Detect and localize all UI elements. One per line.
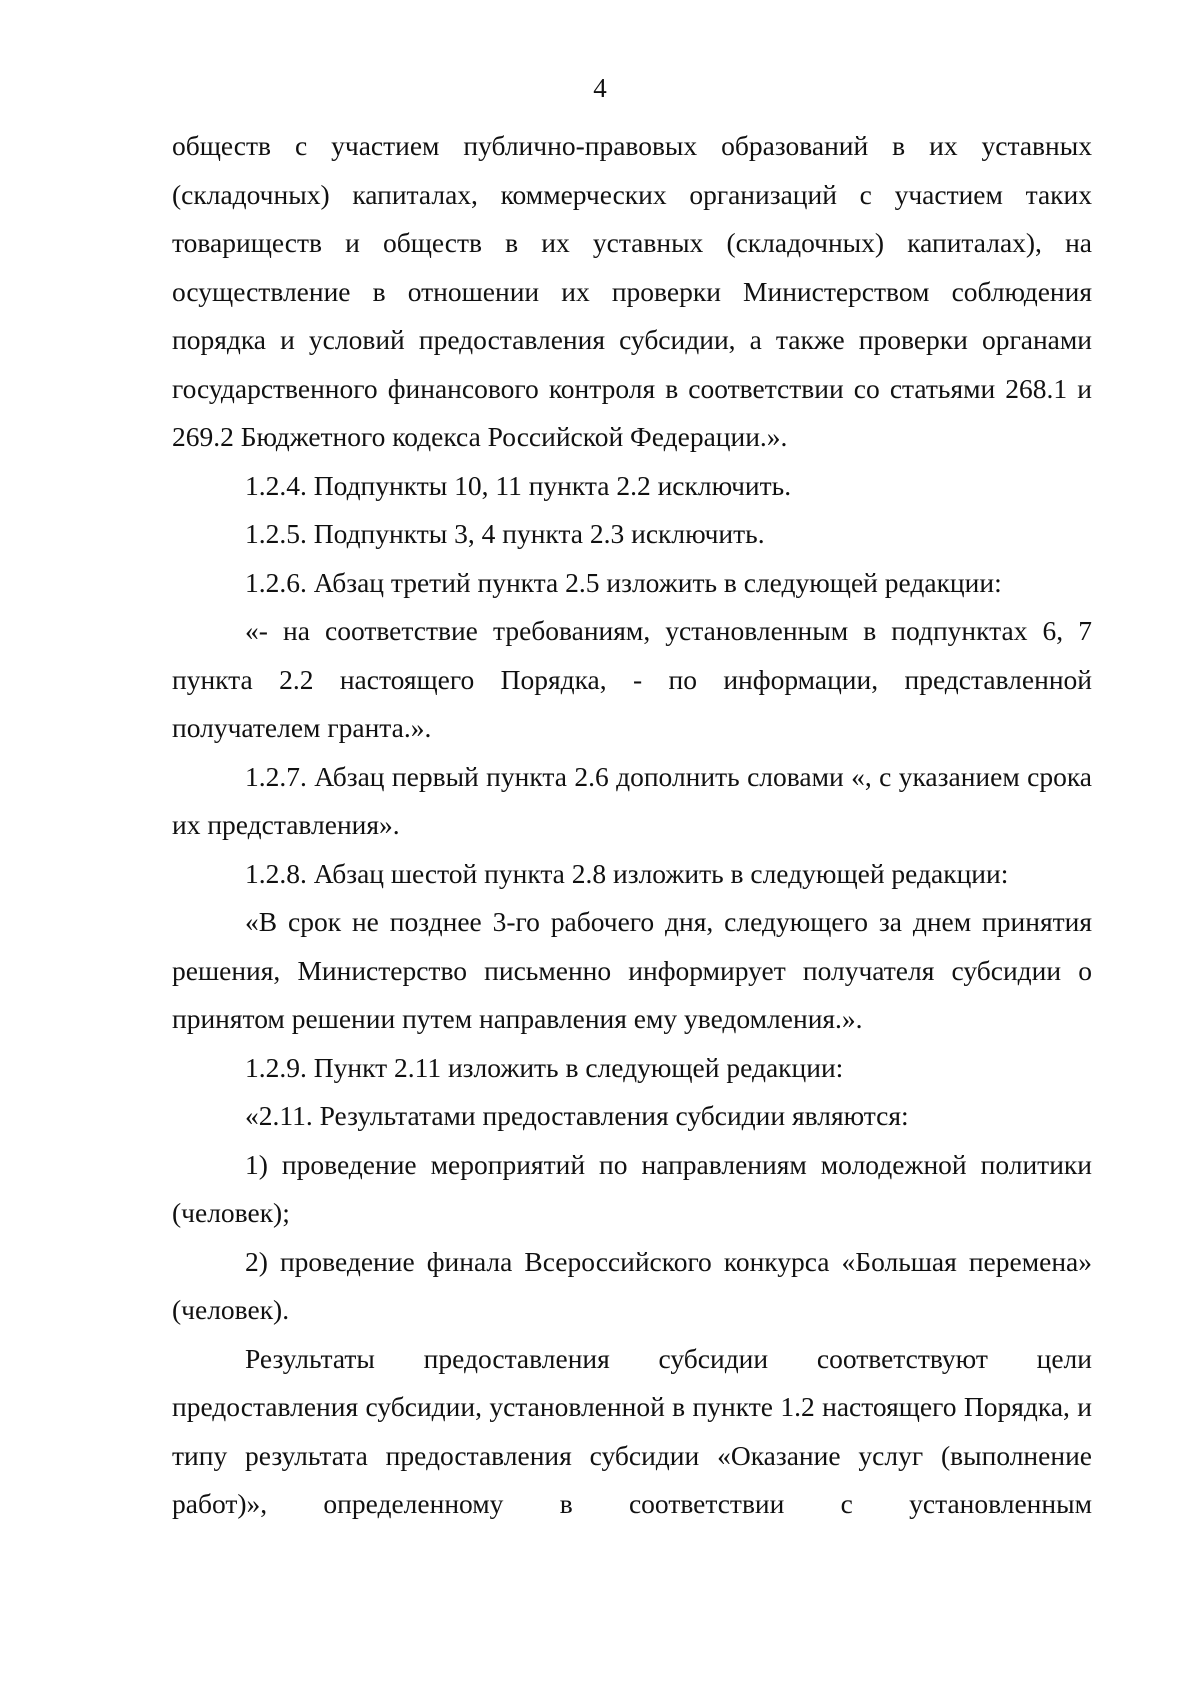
paragraph-1-2-7: 1.2.7. Абзац первый пункта 2.6 дополнить словами «, с указанием срока их представления». bbox=[172, 760, 1092, 840]
paragraph-continuation: обществ с участием публично-правовых образований в их уставных (складочных) капиталах, коммерческих организаций с участием таких товариществ и обществ в их уставных (складочных) капиталах), на осуществление в отношении их проверки Министерством соблюдения порядка и условий предоставления субсидии, а также проверки органами государственного финансового контроля в соответствии со статьями 268.1 и 269.2 Бюджетного кодекса Российской Федерации.». bbox=[172, 130, 1092, 452]
paragraph-1-2-6: 1.2.6. Абзац третий пункта 2.5 изложить в следующей редакции: bbox=[245, 566, 1002, 598]
paragraph-2-11-heading: «2.11. Результатами предоставления субсидии являются: bbox=[245, 1100, 909, 1131]
paragraph-quote-2-5: «- на соответствие требованиям, установленным в подпунктах 6, 7 пункта 2.2 настоящего Порядка, - по информации, представленной получателем гранта.». bbox=[172, 615, 1092, 743]
paragraph-quote-2-8: «В срок не позднее 3-го рабочего дня, следующего за днем принятия решения, Министерство письменно информирует получателя субсидии о принятом решении путем направления ему уведомления.». bbox=[172, 906, 1092, 1034]
paragraph-results-compliance: Результаты предоставления субсидии соответствуют цели предоставления субсидии, установленной в пункте 1.2 настоящего Порядка, и типу результата предоставления субсидии «Оказание услуг (выполнение работ)», определенному в соответствии с установленным bbox=[172, 1342, 1092, 1519]
paragraph-1-2-9: 1.2.9. Пункт 2.11 изложить в следующей редакции: bbox=[245, 1051, 844, 1083]
document-body bbox=[172, 122, 1092, 1529]
paragraph-1-2-5: 1.2.5. Подпункты 3, 4 пункта 2.3 исключить. bbox=[245, 518, 765, 549]
paragraph-result-item-1: 1) проведение мероприятий по направлениям молодежной политики (человек); bbox=[172, 1148, 1092, 1228]
paragraph-1-2-8: 1.2.8. Абзац шестой пункта 2.8 изложить в следующей редакции: bbox=[245, 857, 1009, 889]
paragraph-result-item-2: 2) проведение финала Всероссийского конкурса «Большая перемена» (человек). bbox=[172, 1245, 1092, 1325]
paragraph-1-2-4: 1.2.4. Подпункты 10, 11 пункта 2.2 исключить. bbox=[245, 469, 792, 501]
page-number: 4 bbox=[593, 73, 607, 103]
